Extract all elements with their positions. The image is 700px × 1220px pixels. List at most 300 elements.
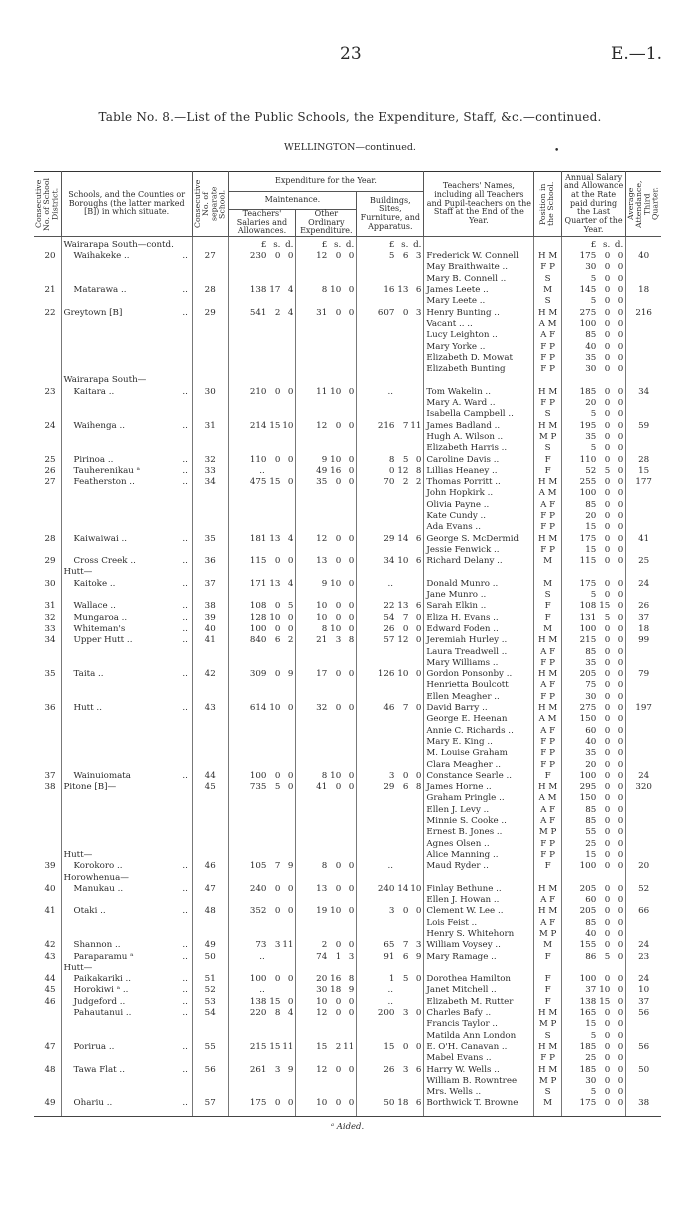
pence: 0	[287, 454, 294, 465]
teacher-name: Hugh A. Wilson ..	[424, 432, 534, 443]
other-expenditure	[296, 375, 357, 386]
teachers-salaries	[228, 330, 296, 341]
header-school: Schools, and the Counties or Boroughs (the latter marked [B]) in which situate.	[61, 172, 192, 237]
school-no	[192, 522, 228, 533]
teacher-position	[534, 873, 562, 884]
buildings-expenditure	[357, 421, 424, 432]
shillings: 0	[335, 883, 342, 894]
shillings: 7	[402, 940, 409, 951]
district-no	[34, 963, 61, 974]
pence: 0	[348, 465, 355, 476]
shillings: 0	[335, 556, 342, 567]
school-name	[61, 658, 192, 669]
buildings-expenditure	[357, 1098, 424, 1116]
buildings-expenditure	[357, 409, 424, 420]
average-attendance	[626, 375, 661, 386]
average-attendance: 56	[626, 1042, 661, 1053]
school-label	[64, 827, 74, 837]
teachers-salaries	[228, 500, 296, 511]
pence: 0	[617, 838, 624, 849]
average-attendance	[626, 658, 661, 669]
other-expenditure	[296, 296, 357, 307]
district-no	[34, 1031, 61, 1042]
teacher-position: F P	[534, 839, 562, 850]
teacher-position: S	[534, 1031, 562, 1042]
school-label	[64, 500, 74, 510]
teacher-position: H M	[534, 782, 562, 793]
pounds: 35	[585, 748, 597, 759]
teacher-name: Lucy Leighton ..	[424, 330, 534, 341]
table-row	[34, 375, 661, 386]
shillings: 3	[335, 635, 342, 646]
shillings: 0	[604, 544, 611, 555]
school-no	[192, 319, 228, 330]
teachers-salaries	[228, 409, 296, 420]
school-label: Paikakariki ..	[73, 974, 132, 985]
teachers-salaries	[228, 1087, 296, 1098]
table-body	[34, 236, 661, 1116]
buildings-expenditure	[357, 522, 424, 533]
shillings: s.	[603, 239, 611, 250]
pence: 0	[617, 1030, 624, 1041]
pence: 0	[617, 895, 624, 906]
buildings-expenditure	[357, 1065, 424, 1076]
table-row	[34, 906, 661, 917]
pounds: 10	[316, 1098, 328, 1109]
district-no	[34, 353, 61, 364]
pounds: 735	[249, 782, 267, 793]
teachers-salaries	[228, 782, 296, 793]
pence: 0	[348, 770, 355, 781]
pounds: 214	[249, 420, 267, 431]
other-expenditure	[296, 963, 357, 974]
shillings: 15	[269, 996, 281, 1007]
school-no: 42	[192, 669, 228, 680]
leader-dots: ..	[182, 307, 188, 318]
buildings-expenditure	[357, 1053, 424, 1064]
pence: 0	[617, 465, 624, 476]
teacher-name: Mrs. Wells ..	[424, 1087, 534, 1098]
other-expenditure	[296, 1042, 357, 1053]
pounds: 74	[316, 951, 328, 962]
teachers-salaries	[228, 1053, 296, 1064]
school-no	[192, 658, 228, 669]
buildings-expenditure	[357, 601, 424, 612]
district-no	[34, 760, 61, 771]
school-label	[64, 432, 74, 442]
school-label: Judgeford ..	[73, 996, 126, 1007]
pence: 0	[348, 940, 355, 951]
pence: 0	[617, 544, 624, 555]
pounds: 475	[249, 477, 267, 488]
pounds: 29	[383, 782, 395, 793]
school-label	[64, 319, 74, 329]
shillings: 0	[604, 1098, 611, 1109]
school-label	[64, 895, 74, 905]
annual-salary	[561, 579, 625, 590]
school-no	[192, 816, 228, 827]
teachers-salaries: ..	[228, 985, 296, 996]
school-label: Tauherenikau ᵃ	[73, 465, 140, 476]
other-expenditure	[296, 1098, 357, 1116]
school-name	[61, 714, 192, 725]
table-row	[34, 997, 661, 1008]
district-no	[34, 409, 61, 420]
header-expenditure: Expenditure for the Year.	[228, 172, 424, 192]
school-label: Ohariu ..	[73, 1098, 113, 1109]
teachers-salaries	[228, 522, 296, 533]
pence: 0	[617, 1053, 624, 1064]
school-name	[61, 748, 192, 759]
school-no: 41	[192, 635, 228, 646]
teachers-salaries	[228, 839, 296, 850]
buildings-expenditure	[357, 726, 424, 737]
teacher-name: Matilda Ann London	[424, 1031, 534, 1042]
average-attendance: 66	[626, 906, 661, 917]
average-attendance	[626, 839, 661, 850]
pence: 0	[287, 996, 294, 1007]
district-no: 45	[44, 985, 56, 996]
shillings: 0	[604, 827, 611, 838]
buildings-expenditure	[357, 364, 424, 375]
pounds: 2	[321, 940, 328, 951]
school-no: 48	[192, 906, 228, 917]
school-name	[61, 703, 192, 714]
pounds: 9	[321, 454, 328, 465]
pounds: 5	[590, 273, 597, 284]
annual-salary	[561, 432, 625, 443]
shillings: 6	[274, 635, 281, 646]
annual-salary	[561, 364, 625, 375]
buildings-expenditure	[357, 1076, 424, 1087]
teachers-salaries	[228, 262, 296, 273]
school-label: Kaiwaiwai ..	[73, 533, 128, 544]
teacher-position: H M	[534, 251, 562, 262]
header-teachers: Teachers' Names, including all Teachers and Pupil-teachers on the Staff at the End of the Year.	[424, 172, 534, 237]
pence: 0	[617, 273, 624, 284]
school-name	[61, 771, 192, 782]
teacher-position: M	[534, 940, 562, 951]
district-no	[34, 500, 61, 511]
average-attendance: 52	[626, 884, 661, 895]
teachers-salaries	[228, 703, 296, 714]
teacher-position: F P	[534, 737, 562, 748]
pence: 9	[287, 861, 294, 872]
table-row	[34, 590, 661, 601]
school-no: 54	[192, 1008, 228, 1019]
shillings: 0	[274, 883, 281, 894]
annual-salary	[561, 1087, 625, 1098]
buildings-expenditure	[357, 895, 424, 906]
other-expenditure	[296, 236, 357, 251]
average-attendance	[626, 737, 661, 748]
table-row	[34, 635, 661, 646]
other-expenditure	[296, 839, 357, 850]
teachers-salaries	[228, 488, 296, 499]
pence: 0	[415, 612, 422, 623]
school-label	[64, 647, 74, 657]
average-attendance: 15	[626, 466, 661, 477]
school-label: Paraparamu ᵃ	[73, 951, 134, 962]
school-no	[192, 850, 228, 861]
other-expenditure	[296, 895, 357, 906]
pounds: 175	[579, 533, 597, 544]
teacher-position: A F	[534, 918, 562, 929]
shillings: 0	[274, 974, 281, 985]
table-row	[34, 952, 661, 963]
pounds: 13	[316, 883, 328, 894]
pounds: 110	[249, 454, 267, 465]
teacher-name: Elizabeth D. Mowat	[424, 353, 534, 364]
annual-salary	[561, 997, 625, 1008]
district-no: 30	[44, 578, 56, 589]
buildings-expenditure	[357, 827, 424, 838]
table-row	[34, 601, 661, 612]
pounds: 15	[585, 544, 597, 555]
buildings-expenditure	[357, 929, 424, 940]
school-no: 30	[192, 387, 228, 398]
teacher-name: Jessie Fenwick ..	[424, 545, 534, 556]
school-name	[61, 500, 192, 511]
shillings: 0	[335, 782, 342, 793]
teachers-salaries	[228, 635, 296, 646]
pounds: 614	[249, 703, 267, 714]
shillings: 3	[274, 940, 281, 951]
table-row	[34, 1031, 661, 1042]
teacher-position: H M	[534, 387, 562, 398]
teacher-position: H M	[534, 884, 562, 895]
table-row	[34, 793, 661, 804]
annual-salary	[561, 805, 625, 816]
district-no	[34, 1053, 61, 1064]
shillings: 0	[604, 703, 611, 714]
annual-salary	[561, 974, 625, 985]
average-attendance	[626, 1076, 661, 1087]
school-name	[61, 477, 192, 488]
average-attendance	[626, 816, 661, 827]
pounds: 100	[249, 623, 267, 634]
header-salary: Annual Salary and Allowance at the Rate paid during the Last Quarter of the Year.	[561, 172, 625, 237]
pence: 0	[617, 612, 624, 623]
school-name	[61, 906, 192, 917]
pounds: 8	[321, 623, 328, 634]
other-expenditure	[296, 1076, 357, 1087]
pence: 0	[415, 669, 422, 680]
teachers-salaries	[228, 319, 296, 330]
other-expenditure	[296, 545, 357, 556]
pounds: 840	[249, 635, 267, 646]
annual-salary	[561, 963, 625, 974]
buildings-expenditure	[357, 455, 424, 466]
district-no	[34, 375, 61, 386]
pence: 0	[348, 623, 355, 634]
shillings: 0	[604, 364, 611, 375]
pence: 0	[617, 601, 624, 612]
teacher-position: F	[534, 601, 562, 612]
school-no: 32	[192, 455, 228, 466]
buildings-expenditure	[357, 556, 424, 567]
table-row	[34, 760, 661, 771]
pence: 0	[415, 1041, 422, 1052]
shillings: 15	[269, 420, 281, 431]
buildings-expenditure	[357, 963, 424, 974]
teacher-name: Olivia Payne ..	[424, 500, 534, 511]
school-name	[61, 409, 192, 420]
table-row	[34, 873, 661, 884]
pence: 0	[287, 770, 294, 781]
buildings-expenditure	[357, 274, 424, 285]
table-row	[34, 782, 661, 793]
pounds: 0	[388, 465, 395, 476]
teacher-name: Caroline Davis ..	[424, 455, 534, 466]
school-name	[61, 647, 192, 658]
district-no	[34, 658, 61, 669]
pence: 0	[348, 477, 355, 488]
pounds: 181	[249, 533, 267, 544]
buildings-expenditure	[357, 974, 424, 985]
teachers-salaries	[228, 737, 296, 748]
pence: 0	[617, 669, 624, 680]
leader-dots: ..	[182, 386, 188, 397]
school-no	[192, 1031, 228, 1042]
pence: 0	[287, 251, 294, 262]
buildings-expenditure: ..	[357, 985, 424, 996]
other-expenditure	[296, 387, 357, 398]
average-attendance: 34	[626, 387, 661, 398]
annual-salary	[561, 771, 625, 782]
shillings: 14	[397, 533, 409, 544]
shillings: 10	[269, 612, 281, 623]
pounds: 85	[585, 804, 597, 815]
school-name	[61, 601, 192, 612]
other-expenditure	[296, 488, 357, 499]
pence: 0	[617, 398, 624, 409]
pounds: 29	[383, 533, 395, 544]
table-row	[34, 1076, 661, 1087]
pounds: 15	[585, 522, 597, 533]
school-label	[64, 1087, 74, 1097]
teacher-name: Frederick W. Connell	[424, 251, 534, 262]
teacher-name: Agnes Olsen ..	[424, 839, 534, 850]
annual-salary	[561, 1031, 625, 1042]
shillings: 0	[604, 590, 611, 601]
average-attendance: 23	[626, 952, 661, 963]
header-attendance: Average Attendance, Third Quarter.	[626, 172, 661, 237]
teachers-salaries	[228, 308, 296, 319]
pence: 0	[617, 849, 624, 860]
pence: 3	[415, 251, 422, 262]
pounds: 40	[585, 928, 597, 939]
teacher-position: M P	[534, 929, 562, 940]
school-name	[61, 805, 192, 816]
annual-salary	[561, 703, 625, 714]
pence: 0	[415, 974, 422, 985]
shillings: 0	[604, 420, 611, 431]
annual-salary	[561, 330, 625, 341]
school-name	[61, 455, 192, 466]
shillings: 10	[599, 985, 611, 996]
leader-dots: ..	[182, 1098, 188, 1109]
school-no	[192, 737, 228, 748]
average-attendance	[626, 918, 661, 929]
teacher-position: S	[534, 274, 562, 285]
pence: 0	[348, 420, 355, 431]
table-row	[34, 1087, 661, 1098]
other-expenditure	[296, 726, 357, 737]
pounds: 22	[383, 601, 395, 612]
pounds: 175	[579, 1098, 597, 1109]
buildings-expenditure	[357, 251, 424, 262]
shillings: 0	[604, 782, 611, 793]
teacher-position: M P	[534, 1019, 562, 1030]
pence: 0	[348, 386, 355, 397]
pence: 10	[410, 883, 422, 894]
header-salaries: Teachers' Salaries and Allowances.	[228, 210, 296, 237]
shillings: 6	[402, 951, 409, 962]
teacher-name: Mary Ramage ..	[424, 952, 534, 963]
district-no: 24	[44, 420, 56, 431]
teachers-salaries	[228, 556, 296, 567]
district-no: 36	[44, 703, 56, 714]
buildings-expenditure	[357, 647, 424, 658]
pence: 0	[348, 861, 355, 872]
teacher-name: Edward Foden ..	[424, 624, 534, 635]
annual-salary	[561, 398, 625, 409]
teachers-salaries	[228, 895, 296, 906]
school-label	[64, 296, 74, 306]
pounds: 35	[316, 477, 328, 488]
table-row	[34, 1042, 661, 1053]
other-expenditure	[296, 556, 357, 567]
annual-salary	[561, 737, 625, 748]
pounds: 100	[579, 488, 597, 499]
shillings: 0	[604, 296, 611, 307]
shillings: 0	[604, 725, 611, 736]
pounds: 220	[249, 1008, 267, 1019]
school-label	[64, 545, 74, 555]
pounds: 75	[585, 680, 597, 691]
other-expenditure	[296, 601, 357, 612]
pence: 0	[617, 454, 624, 465]
table-row	[34, 726, 661, 737]
average-attendance: 37	[626, 613, 661, 624]
other-expenditure	[296, 534, 357, 545]
pence: 8	[348, 974, 355, 985]
shillings: 0	[604, 431, 611, 442]
teacher-position: F P	[534, 692, 562, 703]
other-expenditure	[296, 669, 357, 680]
shillings: 6	[402, 782, 409, 793]
pounds: 126	[377, 669, 395, 680]
teachers-salaries	[228, 296, 296, 307]
pounds: 12	[316, 1008, 328, 1019]
district-no	[34, 827, 61, 838]
pounds: 3	[388, 906, 395, 917]
table-row	[34, 1019, 661, 1030]
average-attendance	[626, 1087, 661, 1098]
teacher-name: Sarah Elkin ..	[424, 601, 534, 612]
school-label: Upper Hutt ..	[73, 635, 133, 646]
average-attendance	[626, 895, 661, 906]
annual-salary	[561, 647, 625, 658]
buildings-expenditure	[357, 940, 424, 951]
teachers-salaries	[228, 827, 296, 838]
teacher-position	[534, 567, 562, 578]
buildings-expenditure	[357, 330, 424, 341]
teachers-salaries	[228, 748, 296, 759]
teacher-name: Elizabeth Harris ..	[424, 443, 534, 454]
header-position: Position in the School.	[534, 172, 562, 237]
